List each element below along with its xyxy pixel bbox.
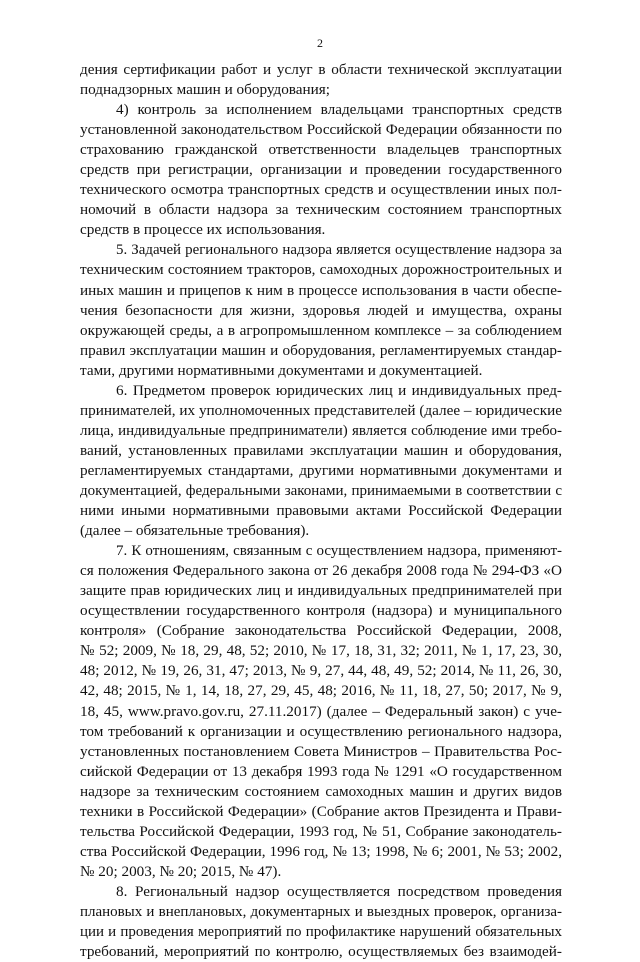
text-line: средств при регистрации, организации и проведении государственного — [80, 161, 562, 179]
text-line: дения сертификации работ и услуг в области технической эксплуатации — [80, 61, 562, 78]
text-line: плановых и внеплановых, документарных и выездных проверок, организа- — [80, 903, 562, 920]
text-line: ваний, установленных правилами эксплуатации машин и оборудования, — [80, 441, 562, 459]
text-line: поднадзорных машин и оборудования; — [80, 81, 330, 99]
text-line: ся положения Федерального закона от 26 декабря 2008 года № 294-ФЗ «О — [80, 562, 562, 580]
text-line: ции и проведения мероприятий по профилактике нарушений обязательных — [80, 924, 562, 941]
text-line: № 52; 2009, № 18, 29, 48, 52; 2010, № 17, 18, 31, 32; 2011, № 1, 17, 23, 30, — [80, 642, 562, 660]
text-line: (далее – обязательные требования). — [80, 522, 310, 540]
text-line: 4) контроль за исполнением владельцами транспортных средств — [116, 101, 562, 119]
text-line: № 20; 2003, № 20; 2015, № 47). — [80, 862, 282, 880]
text-line: 42, 48; 2015, № 1, 14, 18, 27, 29, 45, 48; 2016, № 11, 18, 27, 50; 2017, № 9, — [80, 682, 562, 700]
text-line: окружающей среды, а в агропромышленном комплексе – за соблюдением — [80, 321, 562, 339]
text-line: 6. Предметом проверок юридических лиц и индивидуальных пред- — [116, 381, 562, 399]
text-line: техники в Российской Федерации» (Собрание актов Президента и Прави- — [80, 802, 562, 820]
text-line: 8. Региональный надзор осуществляется посредством проведения — [116, 882, 562, 900]
text-line: документацией, федеральными законами, принимаемыми в соответствии с — [80, 482, 562, 499]
text-line: правил эксплуатации машин и оборудования, регламентируемых стандар- — [80, 341, 562, 359]
text-line: 48; 2012, № 19, 26, 31, 47; 2013, № 9, 27, 44, 48, 49, 52; 2014, № 11, 26, 30, — [80, 662, 562, 680]
text-line: 7. К отношениям, связанным с осуществлением надзора, применяют- — [116, 543, 562, 560]
text-line: 18, 45, www.pravo.gov.ru, 27.11.2017) (далее – Федеральный закон) с уче- — [80, 702, 562, 720]
text-line: страхованию гражданской ответственности владельцев транспортных — [80, 141, 562, 159]
text-line: контроля» (Собрание законодательства Российской Федерации, 2008, — [80, 622, 562, 640]
text-line: иных машин и прицепов к ним в процессе использования в части обеспе- — [80, 281, 562, 299]
text-line: ства Российской Федерации, 1996 год, № 13; 1998, № 6; 2001, № 53; 2002, — [80, 842, 562, 860]
text-line: установленных постановлением Совета Министров – Правительства Рос- — [80, 742, 562, 760]
page-number: 2 — [317, 36, 323, 50]
text-line: технического осмотра транспортных средств и осуществлении иных пол- — [80, 181, 562, 199]
text-line: техническим состоянием тракторов, самоходных дорожностроительных и — [80, 261, 562, 279]
text-line: надзоре за техническим состоянием самоходных машин и других видов — [80, 782, 562, 800]
text-line: сийской Федерации от 13 декабря 1993 года № 1291 «О государственном — [80, 762, 562, 780]
text-line: тельства Российской Федерации, 1993 год, № 51, Собрание законодатель- — [80, 822, 562, 840]
text-line: требований, мероприятий по контролю, осуществляемых без взаимодей- — [80, 943, 562, 961]
text-line: номочий в области надзора за техническим состоянием транспортных — [80, 201, 562, 219]
text-line: защите прав юридических лиц и индивидуальных предпринимателей при — [80, 582, 562, 600]
text-line: чения безопасности для жизни, здоровья людей и имущества, охраны — [80, 301, 562, 319]
text-line: установленной законодательством Российской Федерации обязанности по — [80, 121, 562, 139]
document-body — [80, 60, 562, 962]
text-line: тами, другими нормативными документами и документацией. — [80, 361, 483, 379]
text-line: 5. Задачей регионального надзора является осуществление надзора за — [116, 242, 562, 259]
text-line: лица, индивидуальные предприниматели) является соблюдение ими требо- — [80, 422, 562, 439]
text-line: том требований к организации и осуществлению регионального надзора, — [80, 722, 562, 740]
text-line: осуществлении государственного контроля (надзора) и муниципального — [80, 602, 562, 620]
text-line: средств в процессе их использования. — [80, 221, 326, 239]
text-line: регламентируемых стандартами, другими нормативными документами и — [80, 461, 562, 479]
text-line: принимателей, их уполномоченных представителей (далее – юридические — [80, 401, 562, 419]
text-line: ними иными нормативными правовыми актами Российской Федерации — [80, 502, 562, 520]
